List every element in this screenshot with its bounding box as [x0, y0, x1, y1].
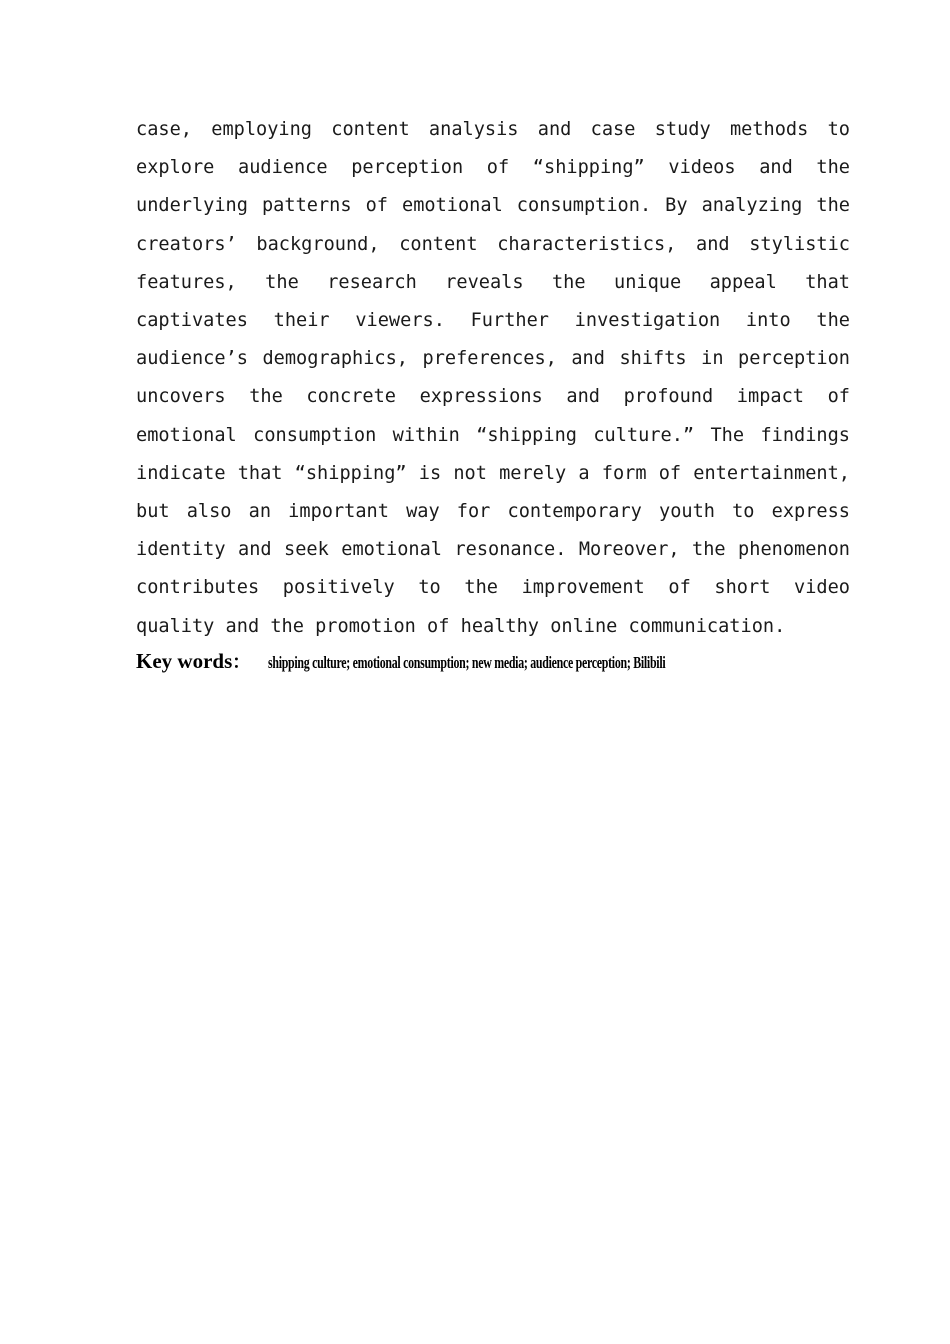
- abstract-body-text: case, employing content analysis and case study methods to explore audience perception of “shipping” videos and the underlying patterns of emotional consumption. By analyzing the creators’ background, content characteristics, and stylistic features, the research reveals the unique appeal that captivates their viewers. Further investigation into the audience’s demographics, preferences, and shifts in perception uncovers the concrete expressions and profound impact of emotional consumption within “shipping culture.” The findings indicate that “shipping” is not merely a form of entertainment, but also an important way for contemporary youth to express identity and seek emotional resonance. Moreover, the phenomenon contributes positively to the improvement of short video quality and the promotion of healthy online communication.: [136, 119, 850, 637]
- keywords-text: shipping culture; emotional consumption; new media; audience perception; Bilibili: [268, 653, 666, 672]
- keywords-line: [136, 648, 850, 674]
- keywords-separator: ：: [232, 652, 251, 672]
- keywords-label: Key words: [136, 649, 233, 673]
